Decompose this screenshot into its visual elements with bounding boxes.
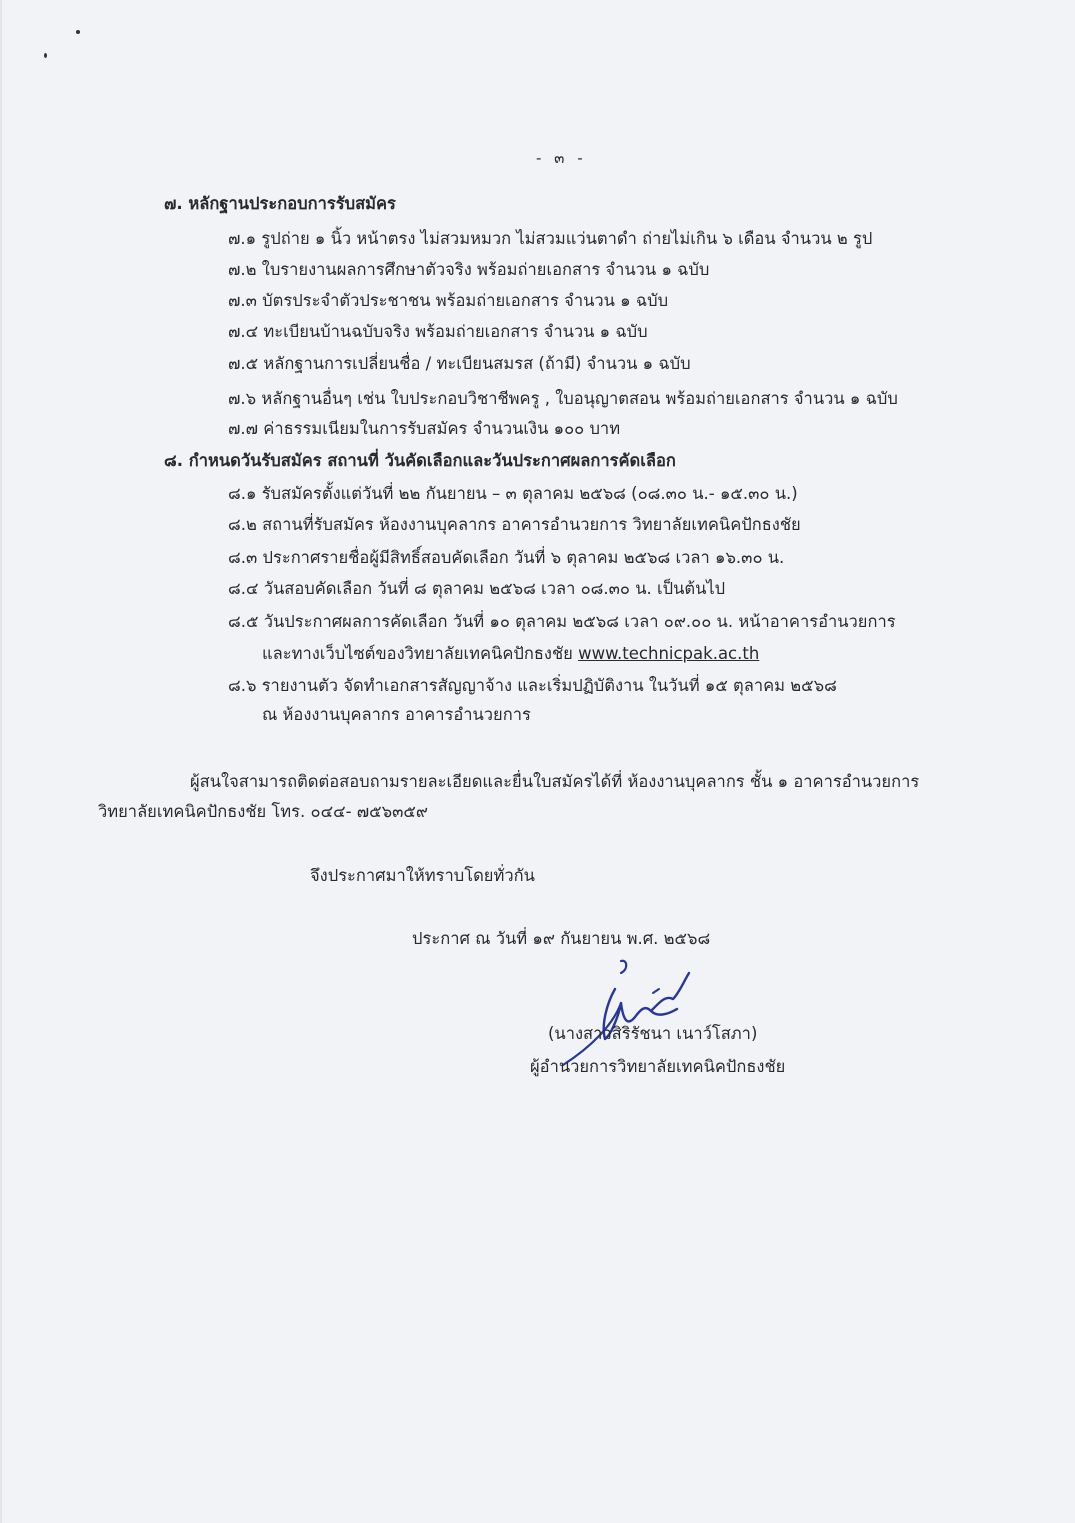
- scan-speck: [44, 53, 47, 58]
- section-8-heading: ๘. กำหนดวันรับสมัคร สถานที่ วันคัดเลือกและวันประกาศผลการคัดเลือก: [164, 451, 676, 470]
- signer-title: ผู้อำนวยการวิทยาลัยเทคนิคปักธงชัย: [530, 1057, 786, 1076]
- section-7-item: ๗.๖ หลักฐานอื่นๆ เช่น ใบประกอบวิชาชีพครู , ใบอนุญาตสอน พร้อมถ่ายเอกสาร จำนวน ๑ ฉบับ: [228, 389, 898, 408]
- section-7-item: ๗.๓ บัตรประจำตัวประชาชน พร้อมถ่ายเอกสาร จำนวน ๑ ฉบับ: [228, 291, 669, 310]
- section-7-item: ๗.๕ หลักฐานการเปลี่ยนชื่อ / ทะเบียนสมรส (ถ้ามี) จำนวน ๑ ฉบับ: [228, 354, 691, 373]
- website-text: และทางเว็บไซต์ของวิทยาลัยเทคนิคปักธงชัย: [262, 644, 579, 663]
- closing-statement: จึงประกาศมาให้ทราบโดยทั่วกัน: [310, 866, 535, 885]
- section-8-item: ๘.๓ ประกาศรายชื่อผู้มีสิทธิ์สอบคัดเลือก วันที่ ๖ ตุลาคม ๒๕๖๘ เวลา ๑๖.๓๐ น.: [228, 548, 785, 567]
- contact-line: ผู้สนใจสามารถติดต่อสอบถามรายละเอียดและยื่นใบสมัครได้ที่ ห้องงานบุคลากร ชั้น ๑ อาคารอำนวยการ: [190, 772, 920, 791]
- section-8-item: ๘.๕ วันประกาศผลการคัดเลือก วันที่ ๑๐ ตุลาคม ๒๕๖๘ เวลา ๐๙.๐๐ น. หน้าอาคารอำนวยการ: [228, 612, 896, 631]
- section-8-item: ๘.๑ รับสมัครตั้งแต่วันที่ ๒๒ กันยายน – ๓ ตุลาคม ๒๕๖๘ (๐๘.๓๐ น.- ๑๕.๓๐ น.): [228, 484, 798, 503]
- section-8-item: ๘.๖ รายงานตัว จัดทำเอกสารสัญญาจ้าง และเริ่มปฏิบัติงาน ในวันที่ ๑๕ ตุลาคม ๒๕๖๘: [228, 676, 837, 695]
- contact-line: วิทยาลัยเทคนิคปักธงชัย โทร. ๐๔๔- ๗๕๖๓๕๙: [98, 802, 428, 821]
- scan-speck: [76, 30, 80, 34]
- section-7-item: ๗.๔ ทะเบียนบ้านฉบับจริง พร้อมถ่ายเอกสาร จำนวน ๑ ฉบับ: [228, 322, 648, 341]
- section-8-item-continuation: ณ ห้องงานบุคลากร อาคารอำนวยการ: [262, 705, 531, 724]
- section-8-item: ๘.๔ วันสอบคัดเลือก วันที่ ๘ ตุลาคม ๒๕๖๘ เวลา ๐๘.๓๐ น. เป็นต้นไป: [228, 579, 726, 598]
- section-8-item: ๘.๒ สถานที่รับสมัคร ห้องงานบุคลากร อาคารอำนวยการ วิทยาลัยเทคนิคปักธงชัย: [228, 515, 801, 534]
- signature-image: [555, 955, 715, 1070]
- section-7-item: ๗.๗ ค่าธรรมเนียมในการรับสมัคร จำนวนเงิน ๑๐๐ บาท: [228, 419, 621, 438]
- section-7-item: ๗.๒ ใบรายงานผลการศึกษาตัวจริง พร้อมถ่ายเอกสาร จำนวน ๑ ฉบับ: [228, 260, 710, 279]
- website-link[interactable]: www.technicpak.ac.th: [578, 644, 760, 663]
- page-number: - ๓ -: [536, 149, 587, 167]
- section-7-item: ๗.๑ รูปถ่าย ๑ นิ้ว หน้าตรง ไม่สวมหมวก ไม่สวมแว่นตาดำ ถ่ายไม่เกิน ๖ เดือน จำนวน ๒ รูป: [228, 229, 873, 248]
- signer-name: (นางสาวสิริรัชนา เนาว์โสภา): [548, 1024, 758, 1043]
- section-7-heading: ๗. หลักฐานประกอบการรับสมัคร: [164, 194, 396, 213]
- section-8-item-continuation: [262, 642, 759, 666]
- announcement-date: ประกาศ ณ วันที่ ๑๙ กันยายน พ.ศ. ๒๕๖๘: [412, 929, 711, 948]
